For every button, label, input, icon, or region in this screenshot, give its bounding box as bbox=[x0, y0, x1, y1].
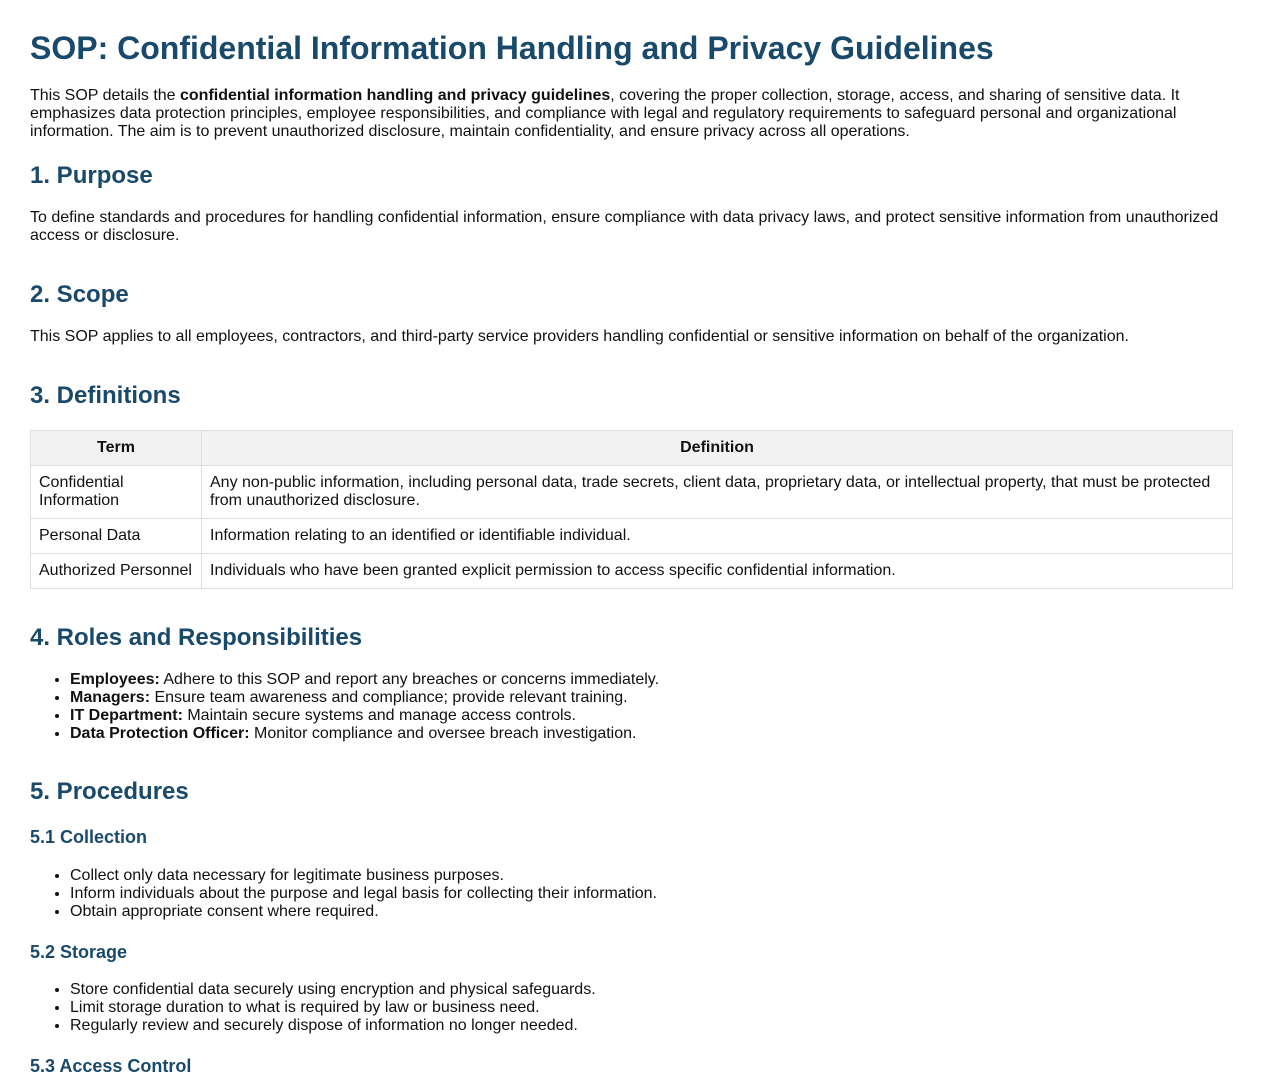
purpose-text: To define standards and procedures for handling confidential information, ensure compliance with data privacy laws, and protect sensitive information from unauthorized access or disclosure. bbox=[30, 209, 1219, 244]
table-row bbox=[31, 466, 1233, 519]
collection-heading: 5.1 Collection bbox=[30, 827, 148, 847]
column-header-term: Term bbox=[31, 431, 202, 466]
roles-heading: 4. Roles and Responsibilities bbox=[30, 624, 363, 651]
access-control-heading: 5.3 Access Control bbox=[30, 1056, 192, 1076]
list-item bbox=[70, 671, 1233, 689]
collection-list bbox=[30, 867, 1233, 921]
intro-paragraph bbox=[30, 87, 1233, 141]
role-description: Maintain secure systems and manage access controls. bbox=[182, 707, 576, 724]
list-item: • Collect only data necessary for legitimate business purposes. bbox=[70, 867, 1233, 885]
intro-text-bold: confidential information handling and privacy guidelines bbox=[180, 87, 611, 104]
table-row bbox=[31, 554, 1233, 589]
role-name: IT Department: bbox=[70, 707, 183, 724]
list-item: • Limit storage duration to what is required by law or business need. bbox=[70, 999, 1233, 1017]
role-description: Monitor compliance and oversee breach investigation. bbox=[249, 725, 637, 742]
list-item: • Obtain appropriate consent where required. bbox=[70, 903, 1233, 921]
role-description: Ensure team awareness and compliance; provide relevant training. bbox=[150, 689, 628, 706]
list-item: • Inform individuals about the purpose and legal basis for collecting their information. bbox=[70, 885, 1233, 903]
role-name: Managers: bbox=[70, 689, 151, 706]
definitions-heading: 3. Definitions bbox=[30, 382, 181, 409]
list-item: • Regularly review and securely dispose of information no longer needed. bbox=[70, 1017, 1233, 1035]
definition-cell: Individuals who have been granted explicit permission to access specific confidential information. bbox=[202, 554, 1233, 589]
scope-heading: 2. Scope bbox=[30, 281, 129, 308]
term-cell: Personal Data bbox=[31, 519, 202, 554]
list-item bbox=[70, 689, 1233, 707]
list-item bbox=[70, 707, 1233, 725]
storage-list bbox=[30, 981, 1233, 1035]
role-name: Employees: bbox=[70, 671, 160, 688]
list-item bbox=[70, 725, 1233, 743]
roles-list bbox=[30, 671, 1233, 743]
definitions-table bbox=[30, 430, 1233, 589]
definition-cell: Information relating to an identified or identifiable individual. bbox=[202, 519, 1233, 554]
definitions-table-wrapper bbox=[30, 430, 1233, 589]
scope-text: This SOP applies to all employees, contractors, and third-party service providers handling confidential or sensitive information on behalf of the organization. bbox=[30, 328, 1129, 345]
table-header-row bbox=[31, 431, 1233, 466]
storage-heading: 5.2 Storage bbox=[30, 942, 128, 962]
page-title: SOP: Confidential Information Handling and Privacy Guidelines bbox=[30, 30, 994, 66]
column-header-definition: Definition bbox=[202, 431, 1233, 466]
role-name: Data Protection Officer: bbox=[70, 725, 250, 742]
definition-cell: Any non-public information, including personal data, trade secrets, client data, proprietary data, or intellectual property, that must be protected from unauthorized disclosure. bbox=[202, 466, 1233, 519]
intro-text-before: This SOP details the bbox=[30, 87, 180, 104]
term-cell: Authorized Personnel bbox=[31, 554, 202, 589]
table-row bbox=[31, 519, 1233, 554]
role-description: Adhere to this SOP and report any breaches or concerns immediately. bbox=[159, 671, 660, 688]
purpose-heading: 1. Purpose bbox=[30, 162, 153, 189]
procedures-heading: 5. Procedures bbox=[30, 778, 189, 805]
intro-text-after: , covering the proper collection, storage, access, and sharing of sensitive data. It emphasizes data protection principles, employee responsibilities, and compliance with legal and regulatory requirements to safeguard personal and organizational information. The aim is to prevent unauthorized disclosure, maintain confidentiality, and ensure privacy across all operations. bbox=[30, 87, 1180, 140]
term-cell: Confidential Information bbox=[31, 466, 202, 519]
list-item: • Store confidential data securely using encryption and physical safeguards. bbox=[70, 981, 1233, 999]
